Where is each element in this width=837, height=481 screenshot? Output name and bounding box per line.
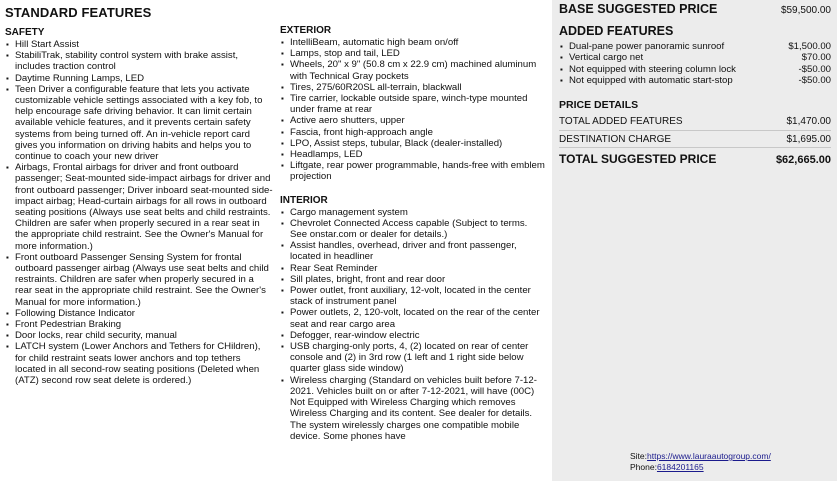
destination-row bbox=[559, 134, 831, 145]
added-feature-label: ▪ Vertical cargo net bbox=[569, 52, 644, 64]
list-item: ▪ Lamps, stop and tail, LED bbox=[280, 48, 546, 59]
phone-line bbox=[630, 462, 771, 473]
added-features-title: ADDED FEATURES bbox=[559, 24, 674, 38]
exterior-heading: EXTERIOR bbox=[280, 25, 332, 36]
list-item: ▪ LPO, Assist steps, tubular, Black (dealer-installed) bbox=[280, 138, 546, 149]
phone-label: Phone: bbox=[630, 462, 657, 472]
destination-value: $1,695.00 bbox=[786, 134, 831, 145]
added-feature-label: ▪ Not equipped with steering column lock bbox=[569, 63, 736, 75]
added-feature-label: ▪ Not equipped with automatic start-stop bbox=[569, 75, 733, 87]
middle-column bbox=[280, 25, 546, 442]
total-added-label: TOTAL ADDED FEATURES bbox=[559, 116, 683, 127]
added-feature-item bbox=[559, 64, 831, 75]
base-price-label: BASE SUGGESTED PRICE bbox=[559, 2, 718, 16]
total-price-row bbox=[559, 152, 831, 166]
divider bbox=[559, 147, 831, 148]
list-item: ▪ Tires, 275/60R20SL all-terrain, blackwall bbox=[280, 82, 546, 93]
interior-list bbox=[280, 207, 546, 442]
base-price-value: $59,500.00 bbox=[780, 5, 831, 16]
list-item: ▪ Hill Start Assist bbox=[5, 39, 273, 50]
added-feature-label: ▪ Dual-pane power panoramic sunroof bbox=[569, 41, 725, 52]
list-item: ▪ Fascia, front high-approach angle bbox=[280, 127, 546, 138]
list-item: ▪ Chevrolet Connected Access capable (Subject to terms. See onstar.com or dealer for details.) bbox=[280, 218, 546, 240]
list-item: ▪ Door locks, rear child security, manual bbox=[5, 330, 273, 341]
list-item: ▪ Wheels, 20" x 9" (50.8 cm x 22.9 cm) machined aluminum with Technical Gray pockets bbox=[280, 59, 546, 81]
added-features-list bbox=[559, 41, 831, 87]
list-item: ▪ Front outboard Passenger Sensing System for frontal outboard passenger airbag (Always use seat belts and child restraints. Children are safer when properly secured in a rear seat in the appropriate child restraint. See the Owner's Manual for more information.) bbox=[5, 252, 273, 308]
safety-heading: SAFETY bbox=[5, 27, 45, 38]
added-feature-item bbox=[559, 52, 831, 63]
list-item: ▪ Defogger, rear-window electric bbox=[280, 330, 546, 341]
price-details-title: PRICE DETAILS bbox=[559, 99, 639, 111]
list-item: ▪ Cargo management system bbox=[280, 207, 546, 218]
total-added-value: $1,470.00 bbox=[786, 116, 831, 127]
list-item: ▪ StabiliTrak, stability control system with brake assist, includes traction control bbox=[5, 50, 273, 72]
destination-label: DESTINATION CHARGE bbox=[559, 134, 672, 145]
added-feature-price: $1,500.00 bbox=[788, 41, 831, 52]
list-item: ▪ Front Pedestrian Braking bbox=[5, 319, 273, 330]
list-item: ▪ LATCH system (Lower Anchors and Tethers for CHildren), for child restraint seats lower anchors and top tethers located in all second-row seating positions (Deleted when (ATZ) second row seat delete is ordered.) bbox=[5, 341, 273, 386]
list-item: ▪ Following Distance Indicator bbox=[5, 308, 273, 319]
dealer-contact bbox=[630, 451, 771, 473]
list-item: ▪ Teen Driver a configurable feature that lets you activate customizable vehicle settings associated with a key fob, to help encourage safe driving behavior. It can limit certain available vehicle features, and it prevents certain safety systems from being turned off. An in-vehicle report card gives you information on driving habits and helps you to continue to coach your new driver bbox=[5, 84, 273, 162]
phone-link[interactable]: 6184201165 bbox=[656, 462, 704, 472]
list-item: ▪ Active aero shutters, upper bbox=[280, 115, 546, 126]
divider bbox=[559, 130, 831, 131]
interior-heading: INTERIOR bbox=[280, 194, 328, 206]
list-item: ▪ Wireless charging (Standard on vehicles built before 7-12-2021. Vehicles built on or after 7-12-2021, will have (00C) Not Equipped with Wireless Charging which removes Wireless Charging and its content. See dealer for details. The system wirelessly charges one compatible mobile device. Some phones have bbox=[280, 375, 546, 442]
list-item: ▪ Airbags, Frontal airbags for driver and front outboard passenger; Seat-mounted side-impact airbags for driver and front outboard passenger; Driver inboard seat-mounted side-impact airbag; Head-curtain airbags for all rows in outboard seating positions (Always use seat belts and child restraints. Children are safer when properly secured in a rear seat in the appropriate child restraint. See the Owner's Manual for more information.) bbox=[5, 162, 273, 252]
total-added-row bbox=[559, 116, 831, 127]
list-item: ▪ Power outlets, 2, 120-volt, located on the rear of the center seat and rear cargo area bbox=[280, 307, 546, 329]
exterior-list bbox=[280, 37, 546, 183]
list-item: ▪ IntelliBeam, automatic high beam on/off bbox=[280, 37, 546, 48]
safety-list bbox=[5, 39, 273, 386]
total-price-label: TOTAL SUGGESTED PRICE bbox=[559, 152, 717, 166]
total-price-value: $62,665.00 bbox=[775, 154, 831, 166]
list-item: ▪ Headlamps, LED bbox=[280, 149, 546, 160]
site-line bbox=[630, 451, 771, 462]
standard-features-title: STANDARD FEATURES bbox=[5, 5, 152, 20]
list-item: ▪ Rear Seat Reminder bbox=[280, 263, 546, 274]
added-feature-price: -$50.00 bbox=[798, 63, 831, 75]
list-item: ▪ Liftgate, rear power programmable, hands-free with emblem projection bbox=[280, 160, 546, 182]
site-label: Site: bbox=[630, 451, 648, 461]
list-item: ▪ Assist handles, overhead, driver and front passenger, located in headliner bbox=[280, 240, 546, 262]
site-link[interactable]: https://www.lauraautogroup.com/ bbox=[647, 451, 771, 461]
base-price-row bbox=[559, 2, 831, 16]
added-feature-item bbox=[559, 41, 831, 52]
added-feature-price: $70.00 bbox=[801, 52, 831, 64]
added-feature-item bbox=[559, 75, 831, 86]
pricing-panel bbox=[552, 0, 837, 481]
added-feature-price: -$50.00 bbox=[798, 75, 831, 87]
list-item: ▪ Sill plates, bright, front and rear door bbox=[280, 274, 546, 285]
list-item: ▪ Power outlet, front auxiliary, 12-volt, located in the center stack of instrument panel bbox=[280, 285, 546, 307]
list-item: ▪ Daytime Running Lamps, LED bbox=[5, 73, 273, 84]
list-item: ▪ USB charging-only ports, 4, (2) located on rear of center console and (2) in 3rd row (1 left and 1 right side below quarter glass side window) bbox=[280, 341, 546, 375]
list-item: ▪ Tire carrier, lockable outside spare, winch-type mounted under frame at rear bbox=[280, 93, 546, 115]
left-column bbox=[5, 5, 273, 386]
